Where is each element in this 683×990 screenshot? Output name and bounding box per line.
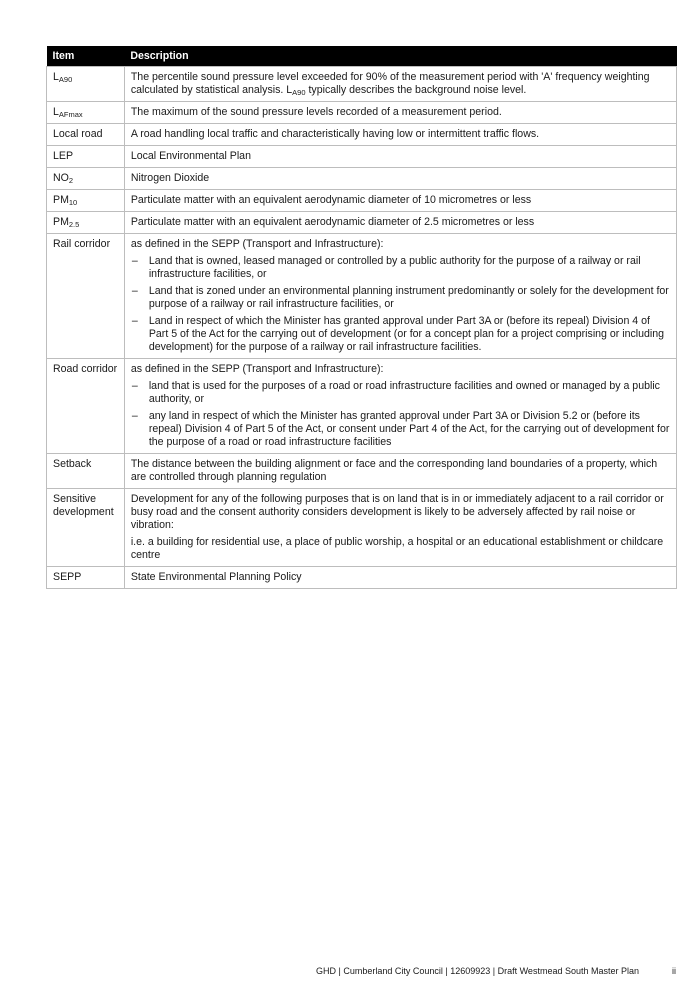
table-row [47, 212, 677, 234]
row-item: Road corridor [47, 359, 125, 454]
list-item: – any land in respect of which the Minister has granted approval under Part 3A or Division 5.2 or (before its repeal) Division 4 of Part 5 of the Act, or consent under Part 4 of the Act, for the carrying out of development for the purpose of a road or road infrastructure facilities [131, 410, 670, 449]
table-row [47, 124, 677, 146]
table-row [47, 102, 677, 124]
header-item: Item [47, 46, 125, 67]
row-description: A road handling local traffic and characteristically having low or intermittent traffic flows. [124, 124, 676, 146]
row-item: $L_{AFmax}$ [47, 102, 125, 124]
row-item: SEPP [47, 567, 125, 589]
row-item: Rail corridor [47, 234, 125, 359]
glossary-table [46, 46, 677, 589]
page-number: ii [672, 966, 676, 976]
row-item: Local road [47, 124, 125, 146]
row-description: Particulate matter with an equivalent aerodynamic diameter of 10 micrometres or less [124, 190, 676, 212]
row-note: i.e. a building for residential use, a place of public worship, a hospital or an educational establishment or childcare centre [130, 536, 664, 561]
row-description: State Environmental Planning Policy [124, 567, 676, 589]
table-header-row [47, 46, 677, 67]
row-description: The percentile sound pressure level exceeded for 90% of the measurement period with 'A' frequency weighting calculated by statistical analysis. $L_{A90}$ typically describes the background noise level. [124, 67, 676, 102]
list-item: – Land that is owned, leased managed or controlled by a public authority for the purpose of a railway or rail infrastructure facilities, or [131, 255, 670, 281]
row-intro: as defined in the SEPP (Transport and Infrastructure): [130, 238, 384, 250]
row-intro: as defined in the SEPP (Transport and Infrastructure): [130, 363, 384, 375]
table-row [47, 567, 677, 589]
row-item: $NO_2$ [47, 168, 125, 190]
table-row [47, 454, 677, 489]
table-row [47, 234, 677, 359]
row-description [124, 489, 676, 567]
table-row [47, 146, 677, 168]
row-item: $PM_{10}$ [47, 190, 125, 212]
row-description: The maximum of the sound pressure levels recorded of a measurement period. [124, 102, 676, 124]
table-row [47, 359, 677, 454]
bullet-list [131, 255, 670, 354]
row-text: Development for any of the following purposes that is on land that is in or immediately adjacent to a rail corridor or busy road and the consent authority considers development is likely to be adversely affected by rail noise or vibration: [130, 493, 664, 531]
table-row [47, 67, 677, 102]
list-item: – Land in respect of which the Minister has granted approval under Part 3A or (before its repeal) Division 4 of Part 5 of the Act for the carrying out of development (or for a concept plan for a project comprising or including development) for the purpose of a railway or rail infrastructure facilities. [131, 315, 670, 354]
footer-text: GHD | Cumberland City Council | 12609923 | Draft Westmead South Master Plan [316, 966, 639, 976]
bullet-list [131, 380, 670, 449]
row-item: Setback [47, 454, 125, 489]
row-item: Sensitive development [47, 489, 125, 567]
table-row [47, 489, 677, 567]
row-description [124, 234, 676, 359]
row-description: Nitrogen Dioxide [124, 168, 676, 190]
row-item: LEP [47, 146, 125, 168]
header-description: Description [124, 46, 676, 67]
table-row [47, 190, 677, 212]
row-item: $L_{A90}$ [47, 67, 125, 102]
row-description: Particulate matter with an equivalent aerodynamic diameter of 2.5 micrometres or less [124, 212, 676, 234]
list-item: – Land that is zoned under an environmental planning instrument predominantly or solely for the development for purpose of a railway or rail infrastructure facilities, or [131, 285, 670, 311]
table-row [47, 168, 677, 190]
row-description [124, 359, 676, 454]
row-description: The distance between the building alignment or face and the corresponding land boundaries of a property, which are controlled through planning regulation [124, 454, 676, 489]
list-item: – land that is used for the purposes of a road or road infrastructure facilities and owned or managed by a public authority, or [131, 380, 670, 406]
row-description: Local Environmental Plan [124, 146, 676, 168]
row-item: $PM_{2.5}$ [47, 212, 125, 234]
